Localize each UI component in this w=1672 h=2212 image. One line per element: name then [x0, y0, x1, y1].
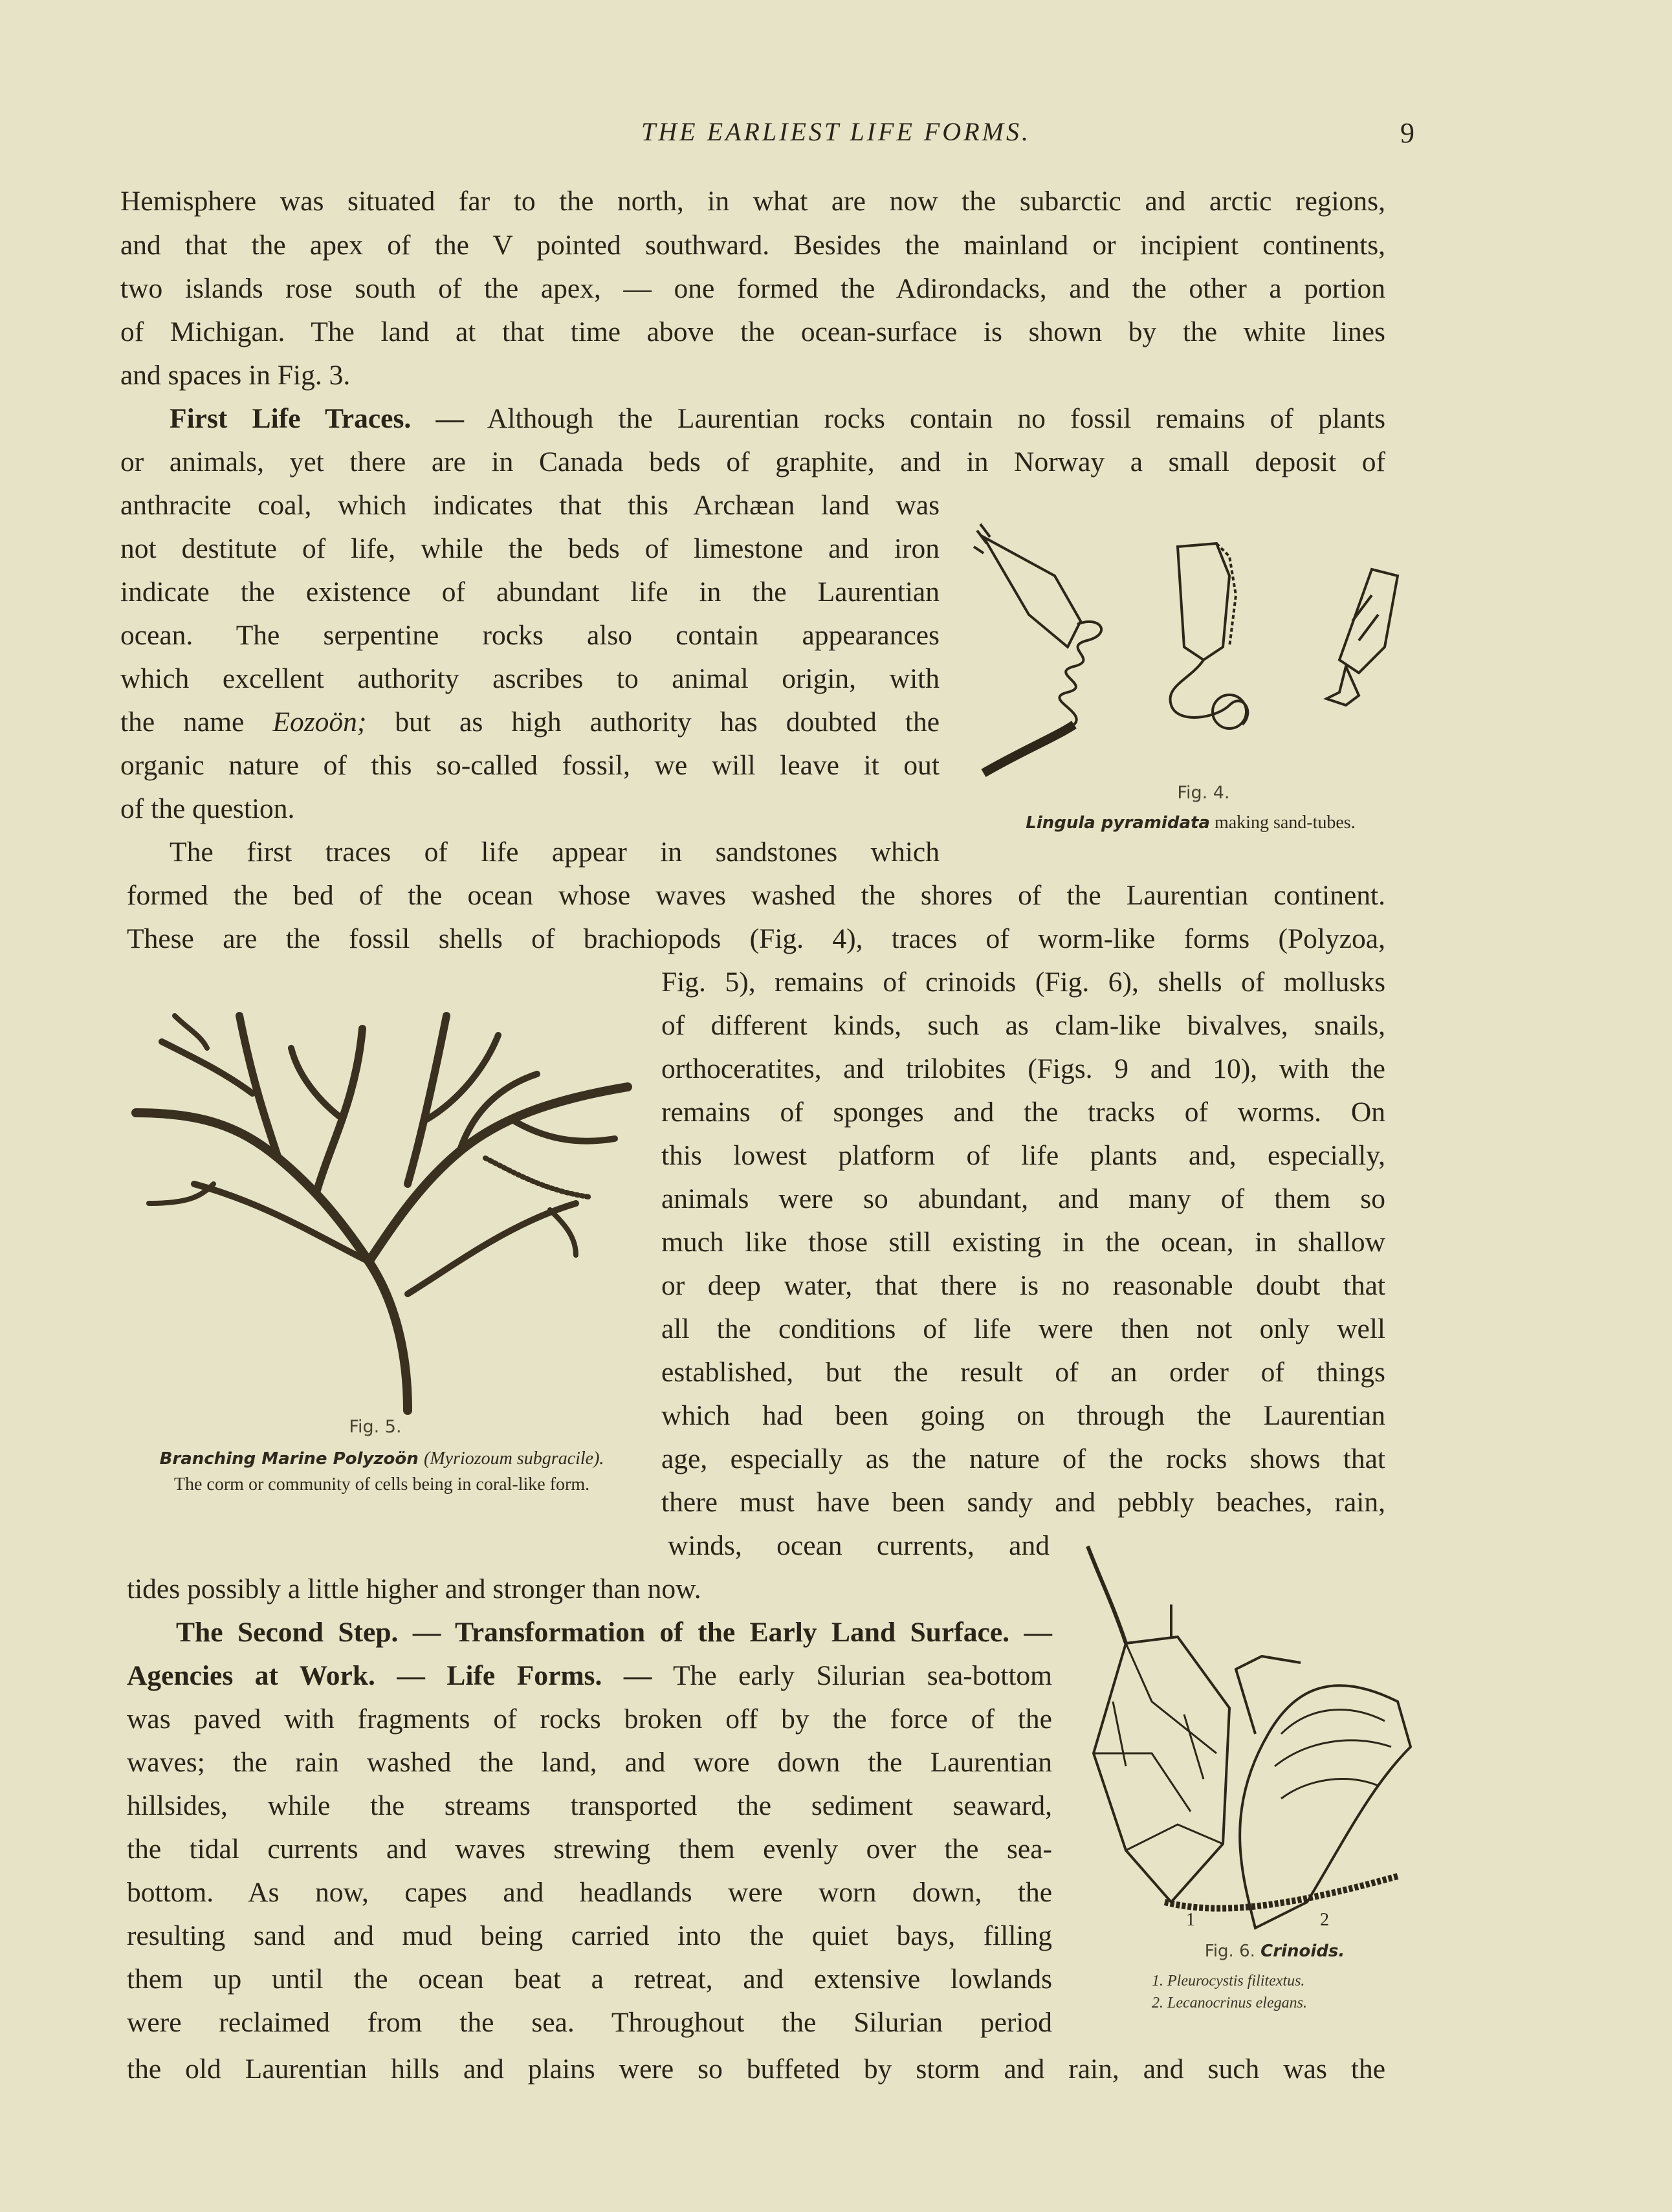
text-line: of the question. [120, 793, 295, 824]
text-line: animals were so abundant, and many of them so [661, 1183, 1385, 1214]
fig6-species-item: 1. Pleurocystis filitextus. [1152, 1973, 1305, 1989]
text-line: orthoceratites, and trilobites (Figs. 9 and 10), with the [661, 1053, 1385, 1084]
text-line: which excellent authority ascribes to animal origin, with [120, 663, 940, 694]
text-line: indicate the existence of abundant life in the Laurentian [120, 576, 940, 608]
text-line: there must have been sandy and pebbly beaches, rain, [661, 1487, 1385, 1518]
text-line: of Michigan. The land at that time above the ocean-surface is shown by the white lines [120, 316, 1385, 347]
text-line: of different kinds, such as clam-like bivalves, snails, [661, 1010, 1385, 1041]
text-line: waves; the rain washed the land, and wore down the Laurentian [127, 1747, 1052, 1778]
text-line [170, 402, 1385, 435]
section-heading-first-life-traces: First Life Traces. — [170, 403, 465, 434]
fig6-specimen-number-1: 1 [1186, 1910, 1195, 1930]
fig4-label: Fig. 4. [1177, 783, 1230, 803]
section-heading-second-step: The Second Step. — Transformation of the Early Land Surface. — [176, 1617, 1052, 1648]
text-line: or animals, yet there are in Canada beds of graphite, and in Norway a small deposit of [120, 446, 1385, 477]
text-line: the old Laurentian hills and plains were so buffeted by storm and rain, and such was the [127, 2053, 1385, 2085]
text-line: established, but the result of an order of things [661, 1357, 1385, 1388]
text-line: ocean. The serpentine rocks also contain appearances [120, 620, 940, 651]
fig6-species-item: 2. Lecanocrinus elegans. [1152, 1995, 1307, 2011]
text-line: bottom. As now, capes and headlands were worn down, the [127, 1877, 1052, 1908]
text-line: resulting sand and mud being carried into the quiet bays, filling [127, 1920, 1052, 1951]
fig5-caption [123, 1446, 641, 1498]
fig6-label: Fig. 6. [1204, 1942, 1255, 1961]
fig4-lingula-illustration [958, 518, 1424, 789]
text-line: hillsides, while the streams transported the sediment seaward, [127, 1790, 1052, 1821]
fig4-caption [984, 810, 1398, 836]
text-line [120, 705, 940, 739]
text-span: but as high authority has doubted the [366, 706, 940, 738]
text-span: The early Silurian sea-bottom [652, 1660, 1052, 1691]
fig5-species-name: Branching Marine Polyzoön [159, 1449, 419, 1469]
text-line: and that the apex of the V pointed southward. Besides the mainland or incipient continents, [120, 230, 1385, 261]
page-number: 9 [1400, 117, 1414, 149]
text-line: winds, ocean currents, and [668, 1530, 1050, 1561]
text-line: two islands rose south of the apex, — one formed the Adirondacks, and the other a portion [120, 273, 1385, 304]
fig5-label: Fig. 5. [349, 1417, 402, 1437]
text-line: These are the fossil shells of brachiopods (Fig. 4), traces of worm-like forms (Polyzoa, [127, 923, 1385, 954]
fig6-title: Crinoids. [1260, 1942, 1345, 1961]
italic-term-eozoon: Eozoön; [272, 706, 367, 738]
section-subheading-agencies: Agencies at Work. — Life Forms. — [127, 1660, 652, 1691]
text-line: the tidal currents and waves strewing them evenly over the sea- [127, 1834, 1052, 1865]
fig6-crinoids-illustration [1087, 1540, 1424, 1915]
text-span: the name [120, 706, 273, 738]
text-line: and spaces in Fig. 3. [120, 360, 351, 391]
running-head: THE EARLIEST LIFE FORMS. [641, 117, 1031, 146]
text-line [127, 1659, 1052, 1692]
text-line: The first traces of life appear in sandstones which [170, 837, 940, 868]
fig4-species-name: Lingula pyramidata [1026, 813, 1210, 833]
text-line: Fig. 5), remains of crinoids (Fig. 6), shells of mollusks [661, 967, 1385, 998]
fig6-specimen-number-2: 2 [1320, 1910, 1329, 1930]
text-line: all the conditions of life were then not only well [661, 1313, 1385, 1344]
text-line: or deep water, that there is no reasonable doubt that [661, 1270, 1385, 1301]
fig6-species-list [1152, 1970, 1411, 2014]
text-line: this lowest platform of life plants and, especially, [661, 1140, 1385, 1171]
text-line: Hemisphere was situated far to the north, in what are now the subarctic and arctic regions, [120, 186, 1385, 217]
text-line: tides possibly a little higher and stronger than now. [127, 1573, 701, 1604]
fig4-caption-text: making sand-tubes. [1209, 813, 1356, 833]
fig5-caption-text: The corm or community of cells being in coral-like form. [173, 1474, 590, 1495]
text-line: which had been going on through the Laurentian [661, 1400, 1385, 1431]
text-line: much like those still existing in the ocean, in shallow [661, 1227, 1385, 1258]
text-line: was paved with fragments of rocks broken off by the force of the [127, 1703, 1052, 1735]
text-line: were reclaimed from the sea. Throughout the Silurian period [127, 2007, 1052, 2038]
text-line: them up until the ocean beat a retreat, and extensive lowlands [127, 1964, 1052, 1995]
fig6-caption [1152, 1938, 1398, 1964]
text-line: anthracite coal, which indicates that this Archæan land was [120, 490, 940, 521]
text-line: formed the bed of the ocean whose waves washed the shores of the Laurentian continent. [127, 880, 1385, 911]
text-line: organic nature of this so-called fossil, we will leave it out [120, 750, 940, 781]
fig5-polyzoon-illustration [123, 990, 654, 1404]
fig5-species-latin: (Myriozoum subgracile). [424, 1449, 604, 1469]
text-line: age, especially as the nature of the rocks shows that [661, 1443, 1385, 1474]
text-line: remains of sponges and the tracks of worms. On [661, 1097, 1385, 1128]
text-span: Although the Laurentian rocks contain no fossil remains of plants [487, 403, 1385, 434]
text-line: not destitute of life, while the beds of limestone and iron [120, 533, 940, 564]
